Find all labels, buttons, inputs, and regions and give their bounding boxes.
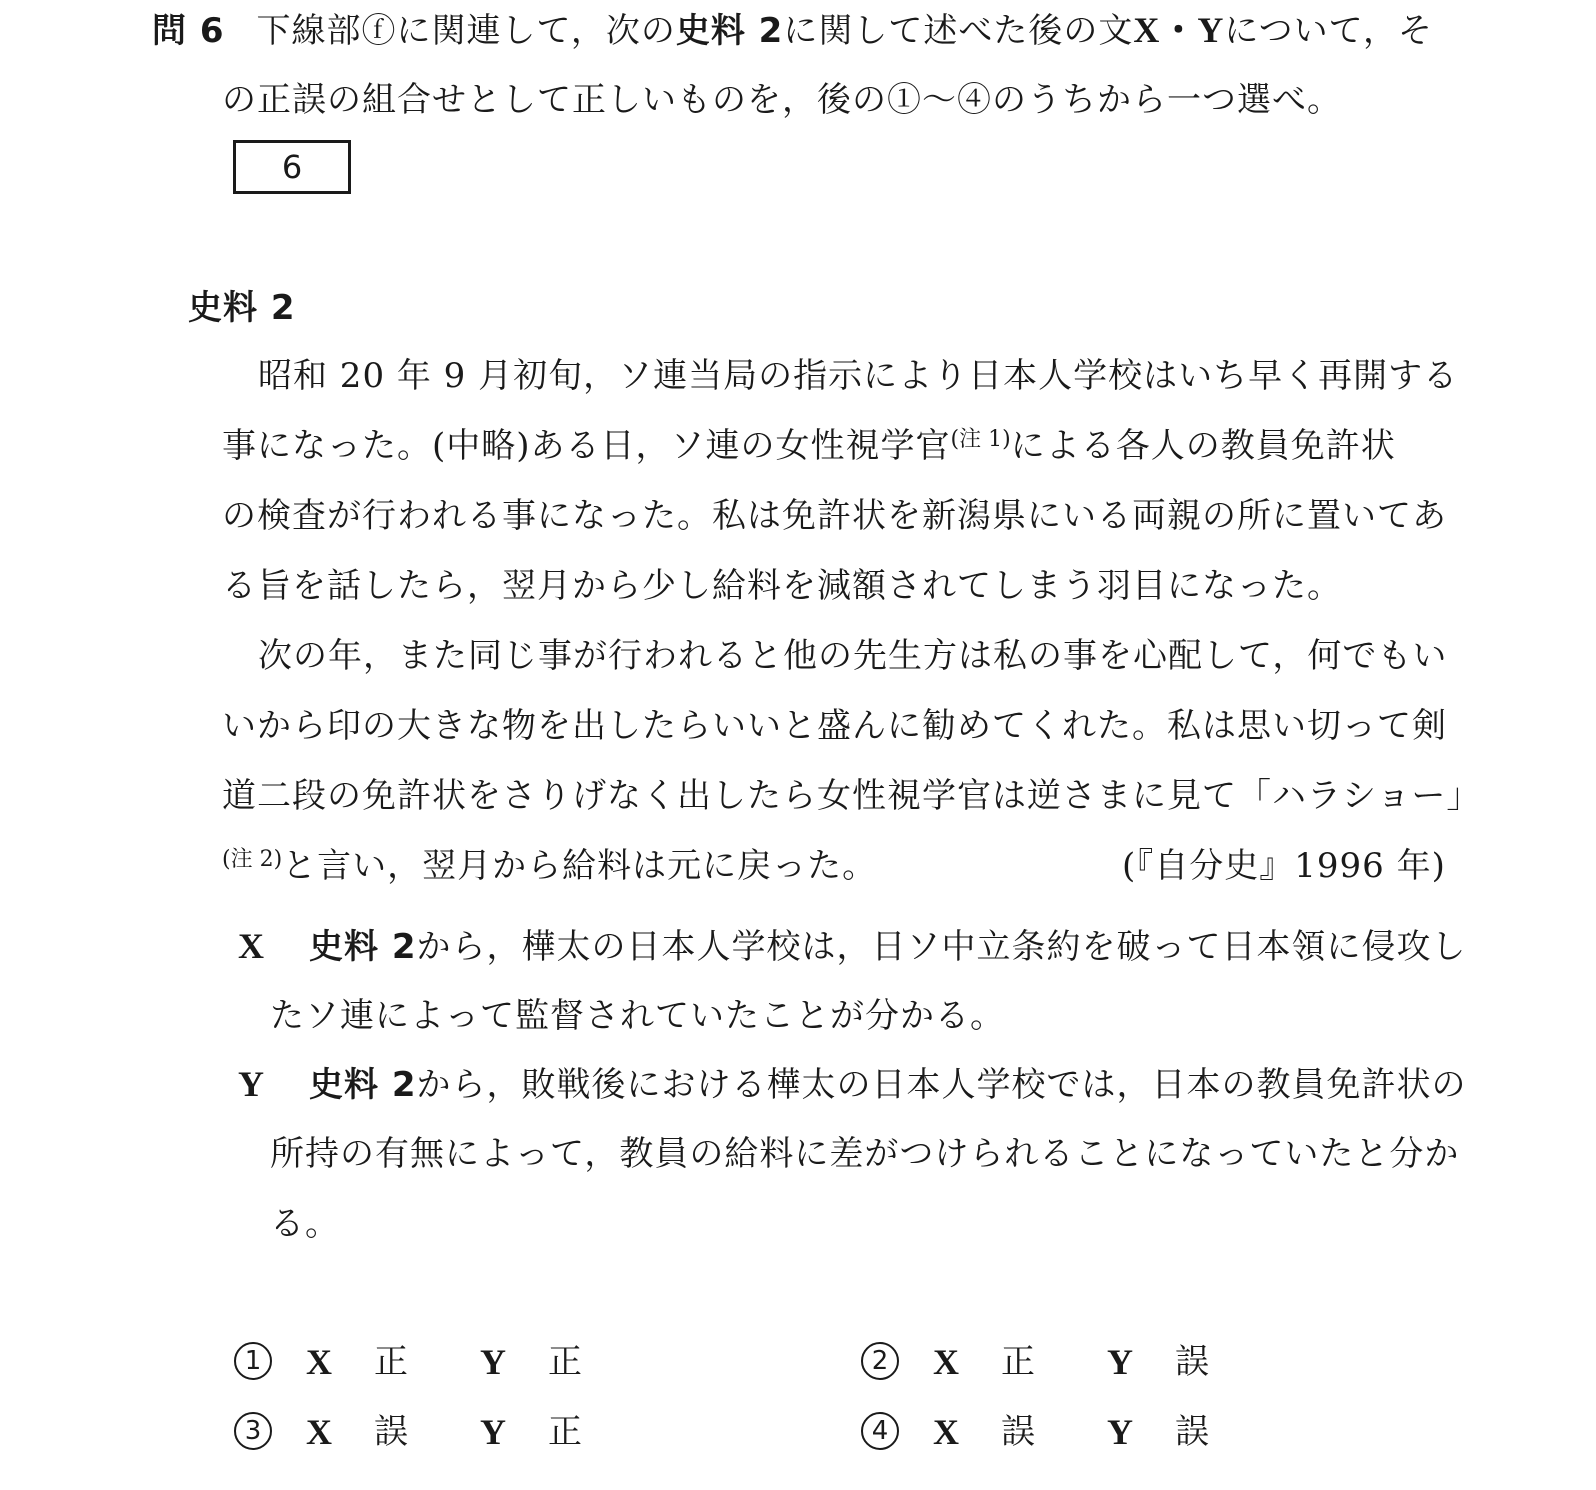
statement-x-text-1: から，樺太の日本人学校は，日ソ中立条約を破って日本領に侵攻し [416,927,1467,967]
choice-4-circle: 4 [861,1412,899,1450]
statement-y-line-3: る。 [270,1204,340,1244]
choice-3-x-value: 誤 [374,1412,408,1452]
choice-3-circle: 3 [234,1412,272,1450]
source-title: 史料 2 [188,288,296,328]
question-line-1 [152,10,1433,51]
choice-2-circle: 2 [861,1342,899,1380]
source-line-4: る旨を話したら，翌月から少し給料を減額されてしまう羽目になった。 [222,566,1342,606]
choice-1-circle: 1 [234,1342,272,1380]
statement-y-line-2: 所持の有無によって，教員の給料に差がつけられることになっていたと分か [270,1134,1460,1174]
choice-3-y-value: 正 [548,1412,582,1452]
xy-ref: X・Y [1133,10,1225,50]
choice-4-x-value: 誤 [1001,1412,1035,1452]
choice-2-x-label: X [933,1342,959,1382]
statement-y-source: 史料 2 [309,1065,417,1105]
statement-x-label: X [238,926,265,966]
source-line-7: 道二段の免許状をさりげなく出したら女性視学官は逆さまに見て「ハラショー」 [222,776,1482,816]
note-1: (注 1) [950,427,1011,452]
choice-4-x-label: X [933,1412,959,1452]
choice-2-y-label: Y [1107,1342,1133,1382]
question-label: 問 6 [152,11,225,51]
statement-y-line-1 [238,1064,1467,1105]
question-text-c: について，そ [1224,11,1433,51]
statement-y-label: Y [238,1064,265,1104]
choice-3-x-label: X [306,1412,332,1452]
choice-4-y-label: Y [1107,1412,1133,1452]
question-text-d: の正誤の組合せとして正しいものを，後の①～④のうちから一つ選べ。 [222,80,1342,120]
question-text-a: 下線部ⓕに関連して，次の [256,11,676,51]
choice-2-y-value: 誤 [1175,1342,1209,1382]
source-line-3: の検査が行われる事になった。私は免許状を新潟県にいる両親の所に置いてあ [222,496,1447,536]
source-line-8 [222,846,877,886]
source-line-5: 次の年，また同じ事が行われると他の先生方は私の事を心配して，何でもい [258,636,1448,676]
choice-1-x-value: 正 [374,1342,408,1382]
source-citation: (『自分史』1996 年) [1122,846,1446,886]
choice-4[interactable] [861,1412,1261,1456]
source-line-8a: と言い，翌月から給料は元に戻った。 [282,846,878,886]
statement-x-source: 史料 2 [309,927,417,967]
statement-x-line-2: たソ連によって監督されていたことが分かる。 [270,996,1005,1036]
source-line-6: いから印の大きな物を出したらいいと盛んに勧めてくれた。私は思い切って剣 [222,706,1447,746]
choice-2[interactable] [861,1342,1261,1386]
choice-1-y-value: 正 [548,1342,582,1382]
question-text-b: に関して述べた後の文 [783,11,1134,51]
source-line-2 [222,426,1396,466]
statement-y-text-1: から，敗戦後における樺太の日本人学校では，日本の教員免許状の [416,1065,1467,1105]
choice-1[interactable] [234,1342,634,1386]
choice-3[interactable] [234,1412,634,1456]
choice-1-x-label: X [306,1342,332,1382]
source-ref: 史料 2 [675,11,784,51]
question-line-2 [222,80,1342,120]
note-2: (注 2) [222,847,283,872]
statement-x-line-1 [238,926,1467,967]
choice-2-x-value: 正 [1001,1342,1035,1382]
choice-1-y-label: Y [480,1342,506,1382]
choice-3-y-label: Y [480,1412,506,1452]
source-line-2a: 事になった。(中略)ある日，ソ連の女性視学官 [222,426,951,466]
source-line-1: 昭和 20 年 9 月初旬，ソ連当局の指示により日本人学校はいち早く再開する [258,356,1459,396]
choice-4-y-value: 誤 [1175,1412,1209,1452]
source-line-2b: による各人の教員免許状 [1010,426,1396,466]
answer-box[interactable]: 6 [233,140,351,194]
